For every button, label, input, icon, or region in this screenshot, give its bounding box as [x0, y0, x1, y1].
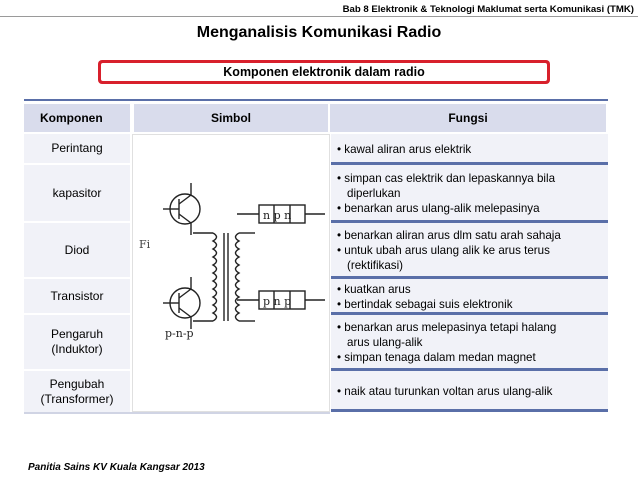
fungsi-line: • untuk ubah arus ulang alik ke arus terus	[337, 244, 550, 257]
komponen-label: Perintang	[51, 141, 103, 155]
fungsi-cell-kapasitor	[331, 165, 608, 223]
fungsi-line: (rektifikasi)	[347, 259, 404, 272]
komponen-cell-pengubah	[24, 371, 130, 412]
column-header-fungsi: Fungsi	[330, 104, 608, 132]
fungsi-line: • kuatkan arus	[337, 282, 411, 296]
fungsi-cell-transistor	[331, 279, 608, 315]
fungsi-line: • kawal aliran arus elektrik	[337, 142, 472, 156]
komponen-cell-transistor	[24, 279, 130, 315]
chapter-header: Bab 8 Elektronik & Teknologi Maklumat serta Komunikasi (TMK)	[342, 4, 634, 15]
subtitle-text: Komponen elektronik dalam radio	[101, 63, 547, 81]
fungsi-line: • benarkan arus ulang-alik melepasinya	[337, 202, 540, 215]
page-title: Menganalisis Komunikasi Radio	[196, 24, 442, 41]
footer-credit: Panitia Sains KV Kuala Kangsar 2013	[28, 462, 205, 473]
komponen-label: Transistor	[50, 288, 104, 303]
komponen-cell-perintang	[24, 134, 130, 165]
header-divider	[0, 16, 638, 17]
fungsi-line: arus ulang-alik	[347, 336, 423, 349]
table-bottom-line	[24, 412, 330, 414]
transformer-primary-coil	[213, 233, 217, 321]
fungsi-line: • naik atau turunkan voltan arus ulang-alik	[337, 384, 553, 398]
fungsi-cell-pengubah	[331, 371, 608, 412]
fungsi-cell-diod	[331, 223, 608, 279]
fungsi-line: • simpan cas elektrik dan lepaskannya bila	[337, 172, 556, 185]
transformer-secondary-coil	[236, 233, 240, 321]
subtitle-banner	[98, 60, 550, 84]
komponen-label-sub: (Transformer)	[40, 391, 114, 406]
pnp-caption: p-n-p	[165, 327, 194, 340]
column-header-simbol: Simbol	[132, 104, 330, 132]
komponen-cell-pengaruh	[24, 315, 130, 371]
fungsi-line: • bertindak sebagai suis elektronik	[337, 297, 513, 311]
komponen-label: Pengubah	[49, 376, 105, 391]
fungsi-cell-pengaruh	[331, 315, 608, 371]
komponen-cell-diod	[24, 223, 130, 279]
fungsi-cell-perintang	[331, 134, 608, 165]
komponen-cell-kapasitor	[24, 165, 130, 223]
column-header-komponen: Komponen	[24, 104, 132, 132]
komponen-label: Pengaruh	[50, 327, 104, 341]
komponen-label-sub: (Induktor)	[51, 342, 103, 356]
partial-label: Fi	[139, 238, 151, 251]
fungsi-line: • benarkan aliran arus dlm satu arah sahaja	[337, 229, 561, 242]
komponen-label: kapasitor	[52, 185, 102, 200]
fungsi-line: • benarkan arus melepasinya tetapi halang	[337, 321, 557, 334]
symbol-image	[132, 134, 330, 412]
komponen-label: Diod	[64, 242, 90, 257]
component-symbols-drawing	[133, 135, 329, 411]
fungsi-line: diperlukan	[347, 187, 401, 200]
pnp-label: p n p	[263, 295, 292, 308]
npn-label: n p n	[263, 209, 292, 222]
fungsi-line: • simpan tenaga dalam medan magnet	[337, 351, 536, 364]
table-top-line	[24, 99, 608, 101]
